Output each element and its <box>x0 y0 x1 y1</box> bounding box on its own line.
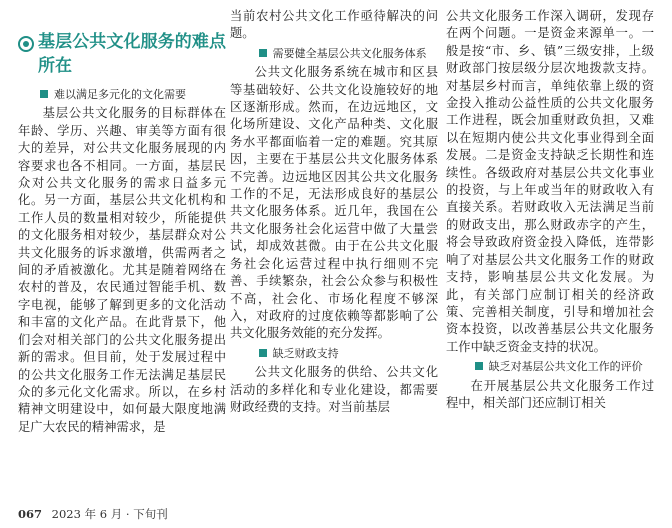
paragraph: 公共文化服务工作深入调研，发现存在两个问题。一是资金来源单一。一般是按“市、乡、镇”三级安排，上级财政部门按层级分层次地拨款支持。对基层乡村而言，单纯依靠上级的资金投入推动公益性质的公共文化服务工作进程，既会加重财政负担，又难以在短期内使公共文化事业得到全面发展。二是资金支持缺乏长期性和连续性。各级政府对基层公共文化事业的投资，与上年或当年的财政收入有直接关系。若财政收入无法满足当前的财政支出，那么财政赤字的产生，将会导致政府资金投入降低，连带影响了对基层公共文化服务工作的财政支持，影响基层公共文化发展。为此，有关部门应制订相关的经济政策、完善相关制度，引导和增加社会资本投资，以改善基层公共文化服务工作中缺乏资金支持的状况。 <box>446 9 654 354</box>
paragraph: 在开展基层公共文化服务工作过程中，相关部门还应制订相关 <box>446 378 654 410</box>
issue-info: 2023 年 6 月 · 下旬刊 <box>51 507 168 521</box>
column-3 <box>446 8 654 412</box>
subheading-text: 缺乏财政支持 <box>272 346 339 360</box>
square-bullet-icon <box>475 362 483 370</box>
paragraph: 公共文化服务系统在城市和区县等基础较好、公共文化设施较好的地区逐渐形成。然而，在边远地区，文化场所建设、文化产品种类、文化服务水平都面临着一定的难题。究其原因，主要在于基层公共文化服务体系不完善。边远地区因其公共文化服务工作的不足，无法形成良好的基层公共文化服务体系。近几年，我国在公共文化服务社会化运营中做了大量尝试，却成效甚微。由于在公共文化服务社会化运营过程中执行细则不完善、手续繁杂，社会公众参与积极性不高，社会化、市场化程度不够深入，对政府的过度依赖等都影响了公共文化服务效能的充分发挥。 <box>230 65 438 341</box>
page-footer <box>18 506 168 522</box>
paragraph: 当前农村公共文化工作亟待解决的问题。 <box>230 9 438 41</box>
subheading-text: 缺乏对基层公共文化工作的评价 <box>488 360 643 374</box>
square-bullet-icon <box>259 349 267 357</box>
section-heading <box>18 30 226 78</box>
subheading-text: 需要健全基层公共文化服务体系 <box>272 46 427 60</box>
subheading-service-system <box>230 45 438 62</box>
subheading-text: 难以满足多元化的文化需要 <box>54 88 186 101</box>
paragraph: 基层公共文化服务的目标群体在年龄、学历、兴趣、审美等方面有很大的差异，对公共文化服务展现的内容要求也各不相同。一方面，基层民众对公共文化服务的需求日益多元化。另一方面，基层公共文化机构和工作人员的数量相对较少，所能提供的文化服务相对较少，基层群众对公共文化服务的诉求激增，供需两者之间的矛盾被激化。尤其是随着网络在农村的普及，农民通过智能手机、数字电视，能够了解到更多的文化活动和丰富的文化产品。在此背景下，他们会对相关部门的公共文化服务提出新的需求。但目前，处于发展过程中的公共文化服务工作无法满足基层民众的多元化文化需求。所以，在乡村精神文明建设中，如何最大限度地满足广大农民的精神需求，是 <box>18 106 226 434</box>
section-title: 基层公共文化服务的难点所在 <box>38 32 226 76</box>
subheading-evaluation <box>446 358 654 375</box>
page-number: 067 <box>18 507 43 521</box>
square-bullet-icon <box>259 49 267 57</box>
paragraph: 公共文化服务的供给、公共文化活动的多样化和专业化建设，都需要财政经费的支持。对当前基层 <box>230 365 438 414</box>
circle-bullet-icon <box>18 36 34 52</box>
square-bullet-icon <box>40 90 48 98</box>
subheading-financial-support <box>230 345 438 362</box>
column-1 <box>18 8 226 436</box>
column-2 <box>230 8 438 416</box>
subheading-diverse-needs <box>18 86 226 103</box>
